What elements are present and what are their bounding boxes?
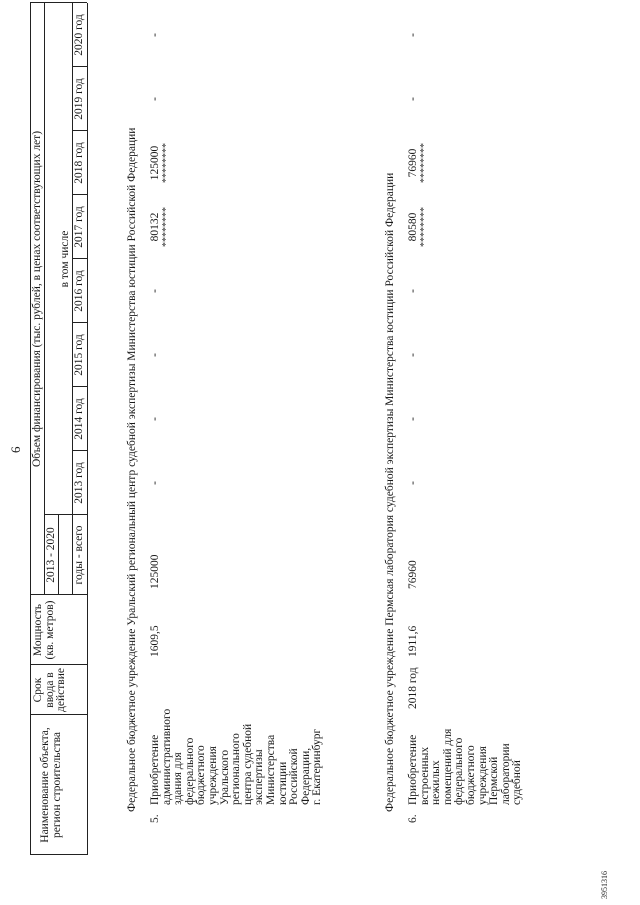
header-year: 2016 год [73,270,85,312]
row-number: 5. [149,814,161,823]
header-year: 2015 год [73,334,85,376]
row-total: 76960 [407,560,419,589]
row-number: 6. [407,814,419,823]
section-title: Федеральное бюджетное учреждение Пермская лаборатория судебной экспертизы Министерства юстиции Российской Федерации [384,172,396,812]
page-number: 6 [8,446,23,453]
header-year: 2017 год [73,206,85,248]
row-year-stars: ******** [419,207,430,247]
table-header-bottom-border [87,3,88,855]
header-year: 2020 год [73,14,85,56]
row-year-value: - [149,289,161,293]
row-year-value: - [407,417,419,421]
row-capacity: 1911,6 [407,625,419,657]
row-year-stars: ******** [419,143,430,183]
header-including: в том числе [59,230,71,288]
header-year: 2018 год [73,142,85,184]
row-total: 125000 [149,554,161,589]
header-period: 2013 - 2020 [45,527,57,583]
header-year: 2019 год [73,78,85,120]
header-term: Срок ввода в действие [32,668,68,712]
row-year-value: 76960 [407,148,419,178]
row-name: Приобретение встроенных нежилых помещений для федерального бюджетного учреждения Пермской лаборатории судебной [407,728,524,805]
row-year-stars: ******** [161,143,172,183]
section-title: Федеральное бюджетное учреждение Уральский региональный центр судебной экспертизы Министерства юстиции Российской Федерации [126,127,138,812]
row-year-value: - [407,97,419,101]
row-year-value: - [149,353,161,357]
row-capacity: 1609,5 [149,625,161,657]
header-funding-title: Объем финансирования (тыс. рублей, в ценах соответствующих лет) [31,130,43,468]
row-year-value: - [149,481,161,485]
row-year-value: - [407,33,419,37]
period-divider-top [58,515,59,595]
funding-title-divider [44,3,45,595]
header-period-sub: годы - всего [73,525,85,585]
header-capacity: Мощность (кв. метров) [32,600,56,660]
row-year-value: - [149,417,161,421]
row-year-value: - [407,481,419,485]
row-term: 2018 год [407,667,419,709]
row-year-value: 80580 [407,212,419,242]
header-year: 2013 год [73,462,85,504]
document-code: 3951316 [600,871,609,899]
header-year: 2014 год [73,398,85,440]
row-year-value: 125000 [149,145,161,181]
row-name: Приобретение административного здания для федерального бюджетного учреждения Уральского регионального центра судебной экспертизы Министерства юстиции Российской Федерации, г. Екатеринбург [149,708,324,805]
row-year-value: - [407,353,419,357]
header-name: Наименование объекта, регион строительства [39,727,63,843]
row-year-value: 80132 [149,212,161,242]
row-year-value: - [149,97,161,101]
row-year-stars: ******** [161,207,172,247]
row-year-value: - [149,33,161,37]
row-year-value: - [407,289,419,293]
